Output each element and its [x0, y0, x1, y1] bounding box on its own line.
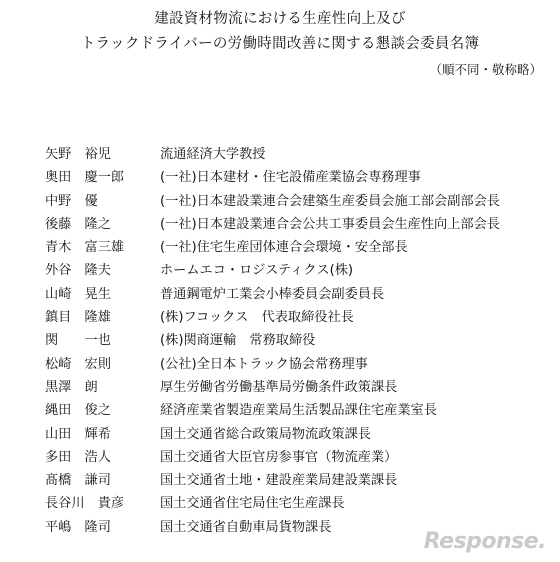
member-name: 山田 輝希	[45, 426, 111, 442]
member-row	[0, 306, 560, 329]
member-row	[0, 259, 560, 282]
member-affiliation: (一社)日本建設業連合会建築生産委員会施工部会副部会長	[160, 193, 500, 209]
member-row	[0, 469, 560, 492]
document-title-line-1: 建設資材物流における生産性向上及び	[154, 11, 406, 27]
member-row	[0, 353, 560, 376]
response-watermark-logo: Response.	[423, 529, 546, 554]
member-name: 多田 浩人	[45, 449, 111, 465]
member-name: 平嶋 隆司	[45, 519, 111, 535]
member-name: 縄田 俊之	[45, 403, 111, 419]
member-affiliation: 国土交通省大臣官房参事官（物流産業）	[160, 449, 398, 465]
member-row	[0, 283, 560, 306]
member-affiliation: 国土交通省土地・建設産業局建設業課長	[160, 473, 398, 489]
member-affiliation: ホームエコ・ロジスティクス(株)	[160, 263, 354, 279]
member-name: 青木 富三雄	[45, 240, 125, 256]
member-row	[0, 399, 560, 422]
member-name: 長谷川 貴彦	[45, 496, 125, 512]
member-affiliation: (一社)日本建材・住宅設備産業協会専務理事	[160, 170, 421, 186]
member-affiliation: (株)フコックス 代表取締役社長	[160, 310, 354, 326]
member-row	[0, 423, 560, 446]
member-affiliation: 流通経済大学教授	[160, 147, 266, 162]
member-row	[0, 492, 560, 515]
member-row	[0, 329, 560, 352]
member-affiliation: 普通鋼電炉工業会小棒委員会副委員長	[160, 286, 385, 302]
member-name: 黒澤 朗	[45, 379, 98, 395]
member-name: 関 一也	[45, 333, 111, 349]
member-row	[0, 213, 560, 236]
member-name: 髙橋 謙司	[45, 473, 111, 489]
member-name: 松崎 宏則	[45, 356, 111, 372]
member-name: 奥田 慶一郎	[45, 170, 125, 186]
member-affiliation: 国土交通省自動車局貨物課長	[160, 519, 332, 535]
member-name: 鎮目 隆雄	[45, 310, 111, 326]
member-row	[0, 143, 560, 166]
member-affiliation: (公社)全日本トラック協会常務理事	[160, 356, 368, 372]
member-affiliation: (一社)住宅生産団体連合会環境・安全部長	[160, 240, 408, 256]
member-affiliation: (株)関商運輸 常務取締役	[160, 333, 316, 349]
member-affiliation: 国土交通省住宅局住宅生産課長	[160, 496, 345, 512]
member-row	[0, 166, 560, 189]
member-row	[0, 446, 560, 469]
member-name: 矢野 裕児	[45, 147, 111, 162]
honorific-note: （順不同・敬称略）	[429, 62, 542, 77]
member-name: 後藤 隆之	[45, 216, 111, 232]
member-affiliation: 国土交通省総合政策局物流政策課長	[160, 426, 371, 442]
member-list	[0, 143, 560, 539]
member-row	[0, 236, 560, 259]
member-row	[0, 190, 560, 213]
member-affiliation: 経済産業省製造産業局生活製品課住宅産業室長	[160, 403, 437, 419]
member-name: 中野 優	[45, 193, 98, 209]
member-name: 山崎 晃生	[45, 286, 111, 302]
document-title-line-2: トラックドライバーの労働時間改善に関する懇談会委員名簿	[80, 36, 480, 52]
member-affiliation: 厚生労働省労働基準局労働条件政策課長	[160, 379, 398, 395]
member-affiliation: (一社)日本建設業連合会公共工事委員会生産性向上部会長	[160, 216, 500, 232]
member-row	[0, 376, 560, 399]
member-name: 外谷 隆夫	[45, 263, 111, 279]
